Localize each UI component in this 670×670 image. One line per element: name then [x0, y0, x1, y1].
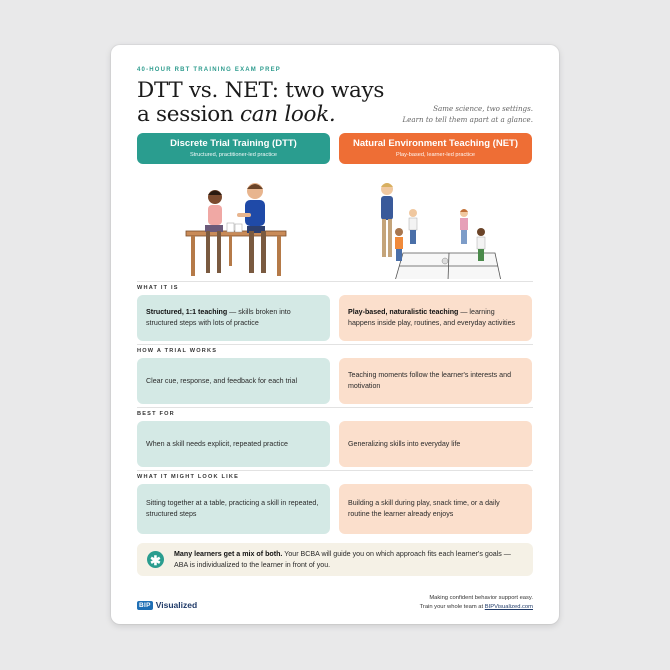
net-illustration: [373, 169, 503, 279]
card-text-body: — skills broken into structured steps with lots of practice: [146, 308, 291, 327]
section-label-how-a-trial-works: [137, 348, 533, 354]
card-text-bold: Structured, 1:1 teaching: [146, 308, 228, 316]
title-line-2-italic: can look.: [239, 102, 336, 127]
footer-tagline: Making confident behavior support easy.: [429, 595, 533, 601]
section-label-best-for: [137, 411, 533, 417]
note-text-bold: Many learners get a mix of both.: [174, 550, 283, 558]
dtt-header-title: Discrete Trial Training (DTT): [170, 138, 297, 149]
dtt-card-best-for: [137, 421, 330, 467]
divider: [137, 407, 533, 408]
card-text: [348, 307, 523, 329]
section-label-what-it-is: [137, 285, 533, 291]
logo-word: Visualized: [155, 600, 198, 610]
card-text-bold: Play-based, naturalistic teaching: [348, 308, 459, 316]
mix-note: [137, 543, 533, 576]
net-header: [339, 133, 532, 164]
subtitle-line-1: Same science, two settings.: [433, 104, 533, 113]
title-line-2: [137, 103, 397, 127]
net-card-what-it-is: [339, 295, 532, 341]
card-text-body: — learning happens inside play, routines, and everyday activities: [348, 308, 516, 327]
dtt-header: [137, 133, 330, 164]
subtitle-line-2: Learn to tell them apart at a glance.: [402, 115, 533, 124]
divider: [137, 344, 533, 345]
dtt-card-how-a-trial-works: [137, 358, 330, 404]
dtt-card-what-it-might-look-like: [137, 484, 330, 534]
card-text: Clear cue, response, and feedback for each trial: [146, 376, 298, 385]
note-text: [174, 549, 524, 571]
footer-cta-text: Train your whole team at: [419, 604, 485, 610]
logo-mark: BIP: [139, 601, 151, 609]
card-text: Generalizing skills into everyday life: [348, 439, 461, 448]
eyebrow: 40-HOUR RBT TRAINING EXAM PREP: [137, 67, 282, 73]
net-card-best-for: [339, 421, 532, 467]
title-line-2-plain: a session: [137, 102, 240, 127]
section-label-text: HOW A TRIAL WORKS: [137, 348, 218, 354]
section-label-text: BEST FOR: [137, 411, 175, 417]
card-text: When a skill needs explicit, repeated practice: [146, 439, 288, 448]
divider: [137, 281, 533, 282]
net-card-how-a-trial-works: [339, 358, 532, 404]
divider: [137, 470, 533, 471]
infographic-sheet: [111, 45, 559, 624]
brand-logo: [137, 598, 197, 612]
section-label-text: WHAT IT MIGHT LOOK LIKE: [137, 474, 240, 480]
net-card-what-it-might-look-like: [339, 484, 532, 534]
net-header-subtitle: Play-based, learner-led practice: [396, 152, 475, 158]
footer: [420, 594, 533, 612]
section-label-what-it-might-look-like: [137, 474, 533, 480]
card-text: Building a skill during play, snack time, or a daily routine the learner already enjoys: [348, 499, 500, 518]
net-header-title: Natural Environment Teaching (NET): [352, 138, 519, 149]
footer-cta: [420, 603, 533, 612]
note-text-body: Your BCBA will guide you on which approach fits each learner's goals — ABA is individualized to the learner in front of you.: [174, 550, 511, 569]
dtt-illustration: [181, 169, 291, 279]
card-text: Teaching moments follow the learner's interests and motivation: [348, 371, 512, 390]
dtt-header-subtitle: Structured, practitioner-led practice: [189, 152, 278, 158]
page-title: [137, 79, 397, 127]
footer-link[interactable]: BIPVisualized.com: [484, 604, 533, 610]
section-label-text: WHAT IT IS: [137, 285, 179, 291]
subtitle: [383, 103, 533, 125]
card-text: [146, 307, 321, 329]
dtt-card-what-it-is: [137, 295, 330, 341]
asterisk-icon: ✱: [147, 551, 164, 568]
title-line-1: DTT vs. NET: two ways: [137, 78, 385, 103]
card-text: Sitting together at a table, practicing a skill in repeated, structured steps: [146, 499, 319, 518]
